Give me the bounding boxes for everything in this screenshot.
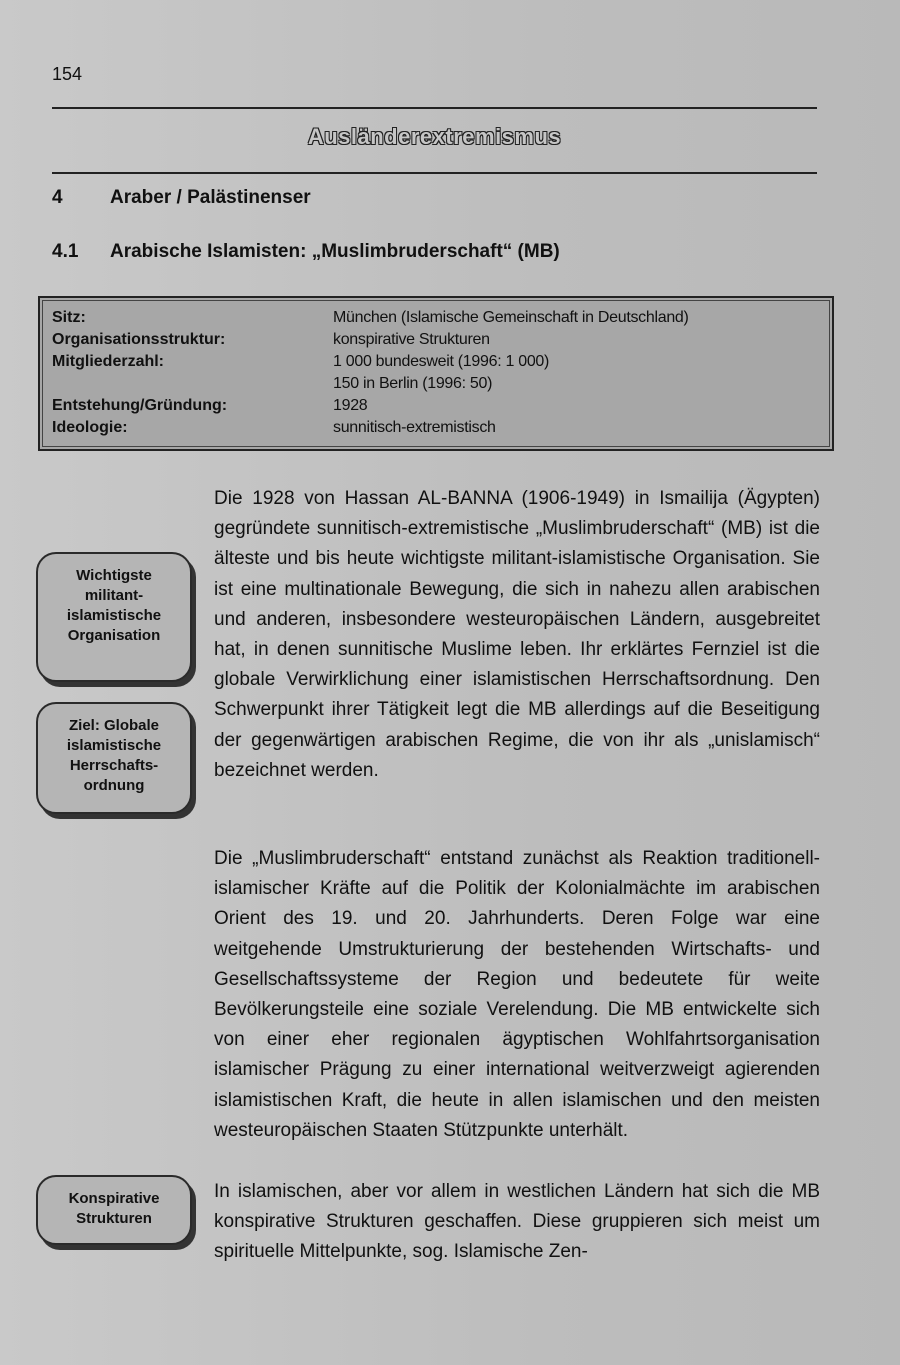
fact-label: Entstehung/Gründung: xyxy=(52,397,228,414)
fact-label: Organisationsstruktur: xyxy=(52,331,226,348)
fact-label: Ideologie: xyxy=(52,419,128,436)
fact-value: München (Islamische Gemeinschaft in Deutschland) xyxy=(333,309,689,326)
chapter-number: 4 xyxy=(52,187,63,208)
page-number: 154 xyxy=(52,64,83,84)
fact-box xyxy=(38,296,834,451)
section-heading-title: Arabische Islamisten: „Muslimbruderschaft“ (MB) xyxy=(110,241,560,262)
body-paragraph: In islamischen, aber vor allem in westlichen Ländern hat sich die MB konspirative Strukturen geschaffen. Diese gruppieren sich meist um spirituelle Mittelpunkte, sog. Islamische Zen- xyxy=(214,1181,820,1263)
fact-value: 1 000 bundesweit (1996: 1 000) xyxy=(333,353,550,370)
margin-note-text: Konspirative Strukturen xyxy=(68,1190,160,1227)
margin-note-text: Wichtigste militant-islamistische Organisation xyxy=(66,567,162,644)
section-heading xyxy=(52,241,560,263)
margin-note xyxy=(36,1175,192,1245)
section-title: Ausländerextremismus xyxy=(307,124,562,149)
chapter-heading xyxy=(52,187,311,209)
header-rule-top xyxy=(52,107,817,109)
fact-label: Mitgliederzahl: xyxy=(52,353,165,370)
header-rule-bottom xyxy=(52,172,817,174)
margin-note xyxy=(36,702,192,814)
margin-note-text: Ziel: Globale islamistische Herrschafts-ordnung xyxy=(66,717,162,794)
fact-label: Sitz: xyxy=(52,309,86,326)
body-paragraph: Die „Muslimbruderschaft“ entstand zunächst als Reaktion traditionell-islamischer Kräfte auf die Politik der Kolonialmächte im arabischen Orient des 19. und 20. Jahrhunderts. Deren Folge war eine weitgehende Umstrukturierung der bestehenden Wirtschafts- und Gesellschaftssysteme der Region und bedeutete für weite Bevölkerungsteile eine soziale Verelendung. Die MB entwickelte sich von einer eher regionalen ägyptischen Wohlfahrtsorganisation islamischer Prägung zu einer international weitverzweigt agierenden islamistischen Kraft, die heute in allen islamischen und den meisten westeuropäischen Staaten Stützpunkte unterhält. xyxy=(214,848,820,1141)
margin-note xyxy=(36,552,192,682)
chapter-title: Araber / Palästinenser xyxy=(110,187,311,208)
fact-value: konspirative Strukturen xyxy=(333,331,490,348)
fact-value: 1928 xyxy=(333,397,368,414)
body-paragraph: Die 1928 von Hassan AL-BANNA (1906-1949) in Ismailija (Ägypten) gegründete sunnitisch-extremistische „Muslimbruderschaft“ (MB) ist die älteste und bis heute wichtigste militant-islamistische Organisation. Sie ist eine multinationale Bewegung, die sich in nahezu allen arabischen und anderen, insbesondere westeuropäischen Ländern, ausgebreitet hat, in denen sunnitische Muslime leben. Ihr erklärtes Fernziel ist die globale Verwirklichung einer islamistischen Herrschaftsordnung. Den Schwerpunkt ihrer Tätigkeit legt die MB allerdings auf die Beseitigung der gegenwärtigen arabischen Regime, die von ihr als „unislamisch“ bezeichnet werden. xyxy=(214,488,820,781)
fact-value: 150 in Berlin (1996: 50) xyxy=(333,375,493,392)
section-number: 4.1 xyxy=(52,241,79,262)
fact-value: sunnitisch-extremistisch xyxy=(333,419,496,436)
